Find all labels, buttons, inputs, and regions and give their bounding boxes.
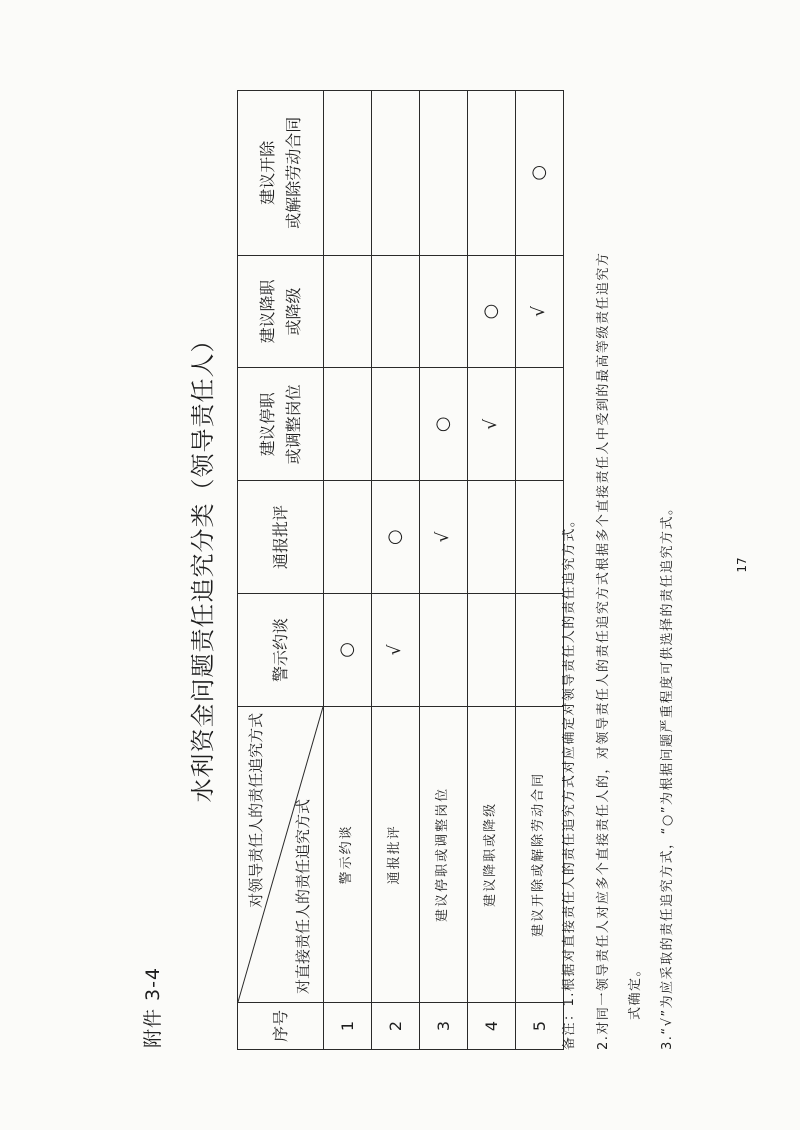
note-1: 备注：1.根据对直接责任人的责任追究方式对应确定对领导责任人的责任追究方式。: [562, 512, 577, 1050]
leader-method-header: 对领导责任人的责任追究方式: [247, 712, 265, 908]
table-cell: [468, 594, 516, 707]
document-title: 水利资金问题责任追究分类（领导责任人）: [189, 327, 217, 803]
table-cell: [324, 91, 372, 256]
row-number: 5: [516, 1003, 564, 1050]
row-name: 警示约谈: [324, 706, 372, 1002]
table-header-row: [238, 91, 324, 1050]
column-header: 建议停职 或调整岗位: [238, 368, 324, 481]
table-cell: [372, 255, 420, 368]
table-cell: [468, 481, 516, 594]
attachment-label: 附件 3-4: [142, 966, 164, 1048]
table-cell: √: [516, 255, 564, 368]
table-row: [420, 91, 468, 1050]
index-header: 序号: [238, 1003, 324, 1050]
note-3: 3.“√”为应采取的责任追究方式，“○”为根据问题严重程度可供选择的责任追究方式。: [660, 500, 675, 1050]
table-row: [324, 91, 372, 1050]
table-cell: [420, 255, 468, 368]
column-header: 建议降职 或降级: [238, 255, 324, 368]
table-cell: √: [372, 594, 420, 707]
table-cell: [420, 91, 468, 256]
table-cell: [324, 255, 372, 368]
column-header: 警示约谈: [238, 594, 324, 707]
row-name: 建议开除或解除劳动合同: [516, 706, 564, 1002]
note-2-continued: 式确定。: [628, 961, 643, 1020]
row-number: 4: [468, 1003, 516, 1050]
table-cell: [516, 594, 564, 707]
table-cell: [324, 481, 372, 594]
table-cell: [372, 368, 420, 481]
row-name: 建议停职或调整岗位: [420, 706, 468, 1002]
column-header: 通报批评: [238, 481, 324, 594]
table-cell: [468, 91, 516, 256]
table-row: [468, 91, 516, 1050]
table-cell: [372, 91, 420, 256]
row-number: 2: [372, 1003, 420, 1050]
table-cell: ○: [324, 594, 372, 707]
row-number: 1: [324, 1003, 372, 1050]
table-cell: ○: [372, 481, 420, 594]
accountability-table: [237, 90, 564, 1050]
table-cell: [516, 368, 564, 481]
note-2: 2.对同一领导责任人对应多个直接责任人的，对领导责任人的责任追究方式根据多个直接责任人中受到的最高等级责任追究方: [596, 251, 611, 1050]
table-cell: [420, 594, 468, 707]
row-number: 3: [420, 1003, 468, 1050]
table-cell: [324, 368, 372, 481]
direct-method-header: 对直接责任人的责任追究方式: [294, 798, 312, 994]
row-name: 建议降职或降级: [468, 706, 516, 1002]
table-cell: √: [420, 481, 468, 594]
table-cell: ○: [420, 368, 468, 481]
table-row: [372, 91, 420, 1050]
row-name: 通报批评: [372, 706, 420, 1002]
table-cell: √: [468, 368, 516, 481]
table-cell: ○: [468, 255, 516, 368]
table-cell: [516, 481, 564, 594]
column-header: 建议开除 或解除劳动合同: [238, 91, 324, 256]
diagonal-header-cell: [238, 706, 324, 1002]
table-row: [516, 91, 564, 1050]
page-number: 17: [735, 557, 749, 573]
table-cell: ○: [516, 91, 564, 256]
